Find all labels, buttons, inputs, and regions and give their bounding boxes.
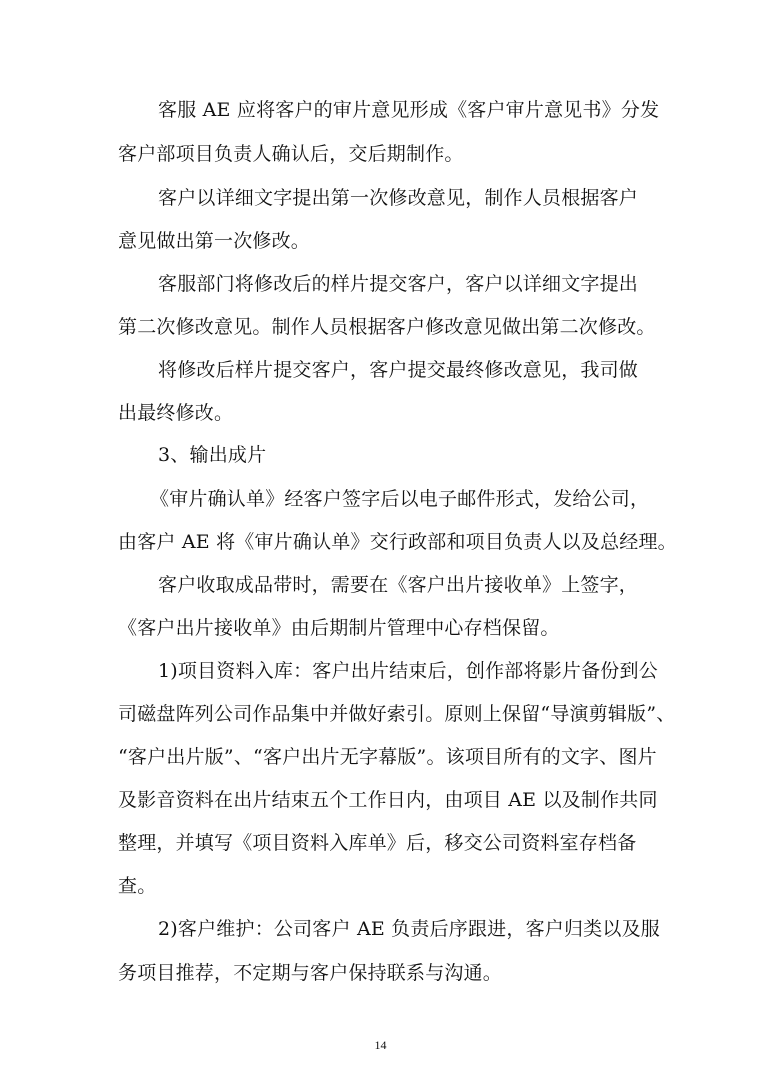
text-line: 司磁盘阵列公司作品集中并做好索引。原则上保留“导演剪辑版”、 xyxy=(118,703,676,725)
text-line: 客户部项目负责人确认后，交后期制作。 xyxy=(118,143,464,165)
text-line: 客户以详细文字提出第一次修改意见，制作人员根据客户 xyxy=(158,187,639,209)
text-line: 1)项目资料入库：客户出片结束后，创作部将影片备份到公 xyxy=(158,660,658,682)
text-line: 查。 xyxy=(118,875,157,897)
text-line: 2)客户维护：公司客户 AE 负责后序跟进，客户归类以及服 xyxy=(158,918,660,940)
text-line: 整理，并填写《项目资料入库单》后，移交公司资料室存档备 xyxy=(118,832,637,854)
text-line: 将修改后样片提交客户，客户提交最终修改意见，我司做 xyxy=(158,359,639,381)
text-line: 意见做出第一次修改。 xyxy=(118,230,311,252)
text-line: 由客户 AE 将《审片确认单》交行政部和项目负责人以及总经理。 xyxy=(118,531,677,553)
text-line: 第二次修改意见。制作人员根据客户修改意见做出第二次修改。 xyxy=(118,316,656,338)
text-line: 《审片确认单》经客户签字后以电子邮件形式，发给公司， xyxy=(150,488,650,510)
text-line: “客户出片版”、“客户出片无字幕版”。该项目所有的文字、图片 xyxy=(118,746,657,768)
section-heading: 3、输出成片 xyxy=(158,444,267,466)
text-line: 客户收取成品带时，需要在《客户出片接收单》上签字， xyxy=(158,574,639,596)
text-line: 客服 AE 应将客户的审片意见形成《客户审片意见书》分发 xyxy=(158,99,660,121)
text-line: 务项目推荐，不定期与客户保持联系与沟通。 xyxy=(118,962,503,984)
text-line: 及影音资料在出片结束五个工作日内，由项目 AE 以及制作共同 xyxy=(118,789,658,811)
text-line: 出最终修改。 xyxy=(118,402,234,424)
text-line: 客服部门将修改后的样片提交客户，客户以详细文字提出 xyxy=(158,273,639,295)
text-line: 《客户出片接收单》由后期制片管理中心存档保留。 xyxy=(118,617,560,639)
page-number: 14 xyxy=(374,1038,387,1052)
